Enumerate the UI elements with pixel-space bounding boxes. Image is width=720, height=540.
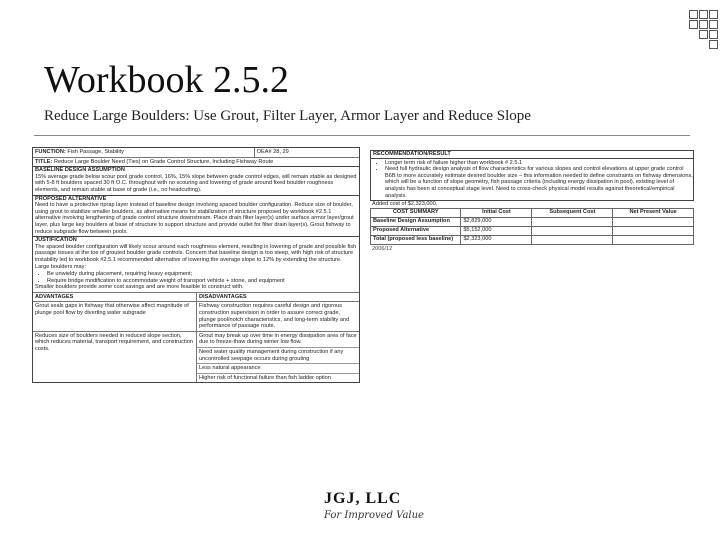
workbook-form	[32, 147, 360, 383]
cost-label: Baseline Design Assumption	[371, 217, 461, 226]
cost-npv	[613, 226, 694, 235]
justification-bullet: • Require bridge modification to accommodate weight of transport vehicle + stone, and equipment	[47, 278, 359, 285]
title-divider	[34, 135, 690, 136]
advantage-1: Grout seals gaps in fishway that otherwise affect magnitude of plunge pool flow by diverting water subgrade	[35, 303, 189, 317]
logo-tagline: For Improved Value	[324, 510, 424, 521]
company-logo	[324, 490, 424, 530]
disadvantage-4: Less natural appearance	[197, 364, 359, 374]
justification-bullets	[33, 271, 359, 284]
adv-dis-headers	[33, 292, 359, 302]
slide-subtitle	[44, 108, 531, 125]
cost-npv	[613, 217, 694, 226]
cost-npv	[613, 235, 694, 244]
cost-row	[371, 217, 694, 226]
baseline-text: 15% average grade below scour pool grade control, 16%, 15% slope between grade control edges, will remain stable as designed with 5-8 ft boulders spaced 30 ft O.C. throughout with no scouring and lowering of grade around fixed boulder roughness elements, and remain stable at base of grade (i.e., no headcutting).	[35, 173, 357, 193]
cost-header: COST SUMMARY	[371, 208, 461, 217]
function-label: FUNCTION:	[35, 149, 66, 155]
cost-subsequent	[532, 226, 613, 235]
justification-header: JUSTIFICATION	[33, 236, 359, 244]
disadvantage-5: Higher risk of functional failure than fish ladder option	[199, 374, 331, 381]
added-cost: Added cost of $2,323,000.	[372, 201, 438, 208]
proposed-header: PROPOSED ALTERNATIVE	[33, 195, 359, 203]
title-row	[33, 158, 359, 167]
cost-summary-table	[370, 208, 694, 245]
date-code: 2006/12	[372, 245, 393, 252]
advantage-2: Reduces size of boulders needed in reduced slope section, which reduces material, transport requirement, and construction costs.	[35, 332, 193, 353]
recommendation-header: RECOMMENDATION/RESULT	[371, 151, 693, 159]
cost-subsequent	[532, 235, 613, 244]
cost-initial: $5,152,000	[461, 226, 532, 235]
cost-header: Subsequent Cost	[532, 208, 613, 217]
disadvantage-2: Grout may break up over time in energy dissipation area of face due to freeze-thaw during winter low flow.	[197, 332, 359, 348]
decorative-corner-squares	[0, 0, 720, 60]
recommendation-form	[370, 150, 694, 253]
cost-label: Total (proposed less baseline)	[371, 235, 461, 244]
proposed-text: Need to have a protective riprap layer instead of baseline design involving spaced boulder configuration. Reduce size of boulder, using grout to stabilize smaller boulders, as alternative means for stabilization of structure proposed by workbook #2.5.1 alternative involving lengthening of grade control structure downstream. Place drain filter layer(s) under surface armor layer/grout layer, plus large key boulders at base of structure to support structure and provide outlet for filter drain layer(s). Grout fishway to reduce subgrade flow between pools.	[35, 202, 354, 235]
cost-header-row	[371, 208, 694, 217]
advantages-header: ADVANTAGES	[35, 293, 74, 300]
cost-initial: $2,323,000	[461, 235, 532, 244]
justification-bullet: • Be unwieldy during placement, requiring heavy equipment;	[47, 271, 359, 278]
cost-subsequent	[532, 217, 613, 226]
oea-code: OEA# 28, 29	[256, 149, 289, 155]
recommendation-box	[370, 150, 694, 201]
baseline-header: BASELINE DESIGN ASSUMPTION	[33, 166, 359, 174]
recommendation-bullets	[371, 160, 693, 200]
title-label: TITLE:	[35, 158, 53, 165]
cost-label: Proposed Alternative	[371, 226, 461, 235]
disadvantage-1: Fishway construction requires careful design and rigorous construction supervision in order to assure correct grade, plunge pool/notch characteristics, and long-term stability and performance of passage route.	[196, 302, 359, 330]
disadvantage-3: Need water quality management during construction if any uncontrolled seepage occurs during grouting	[197, 348, 359, 364]
title-value: Reduce Large Boulder Need (Ties) on Grade Control Structure, Including Fishway Route	[53, 158, 274, 165]
subtitle-rest: Use Grout, Filter Layer, Armor Layer and Reduce Slope	[189, 108, 531, 124]
recommendation-bullet: • Need full hydraulic design analysis of flow characteristics for various slopes and control elevations at upper grade control B6B to more accurately estimate desired boulder size – this information needed to define constraints on fishway dimensions, which will be a function of slope geometry, fish passage criteria (including energy dissipation in pool), existing level of analysis has been at conceptual stage level. Need to cross-check physical model results against theoretical/empirical analysis.	[385, 166, 693, 199]
slide-title: Workbook 2.5.2	[44, 59, 289, 101]
cost-row	[371, 235, 694, 244]
cost-row	[371, 226, 694, 235]
function-value: Fish Passage, Stability	[67, 149, 124, 155]
subtitle-lead: Reduce Large Boulders:	[44, 108, 190, 124]
adv-dis-row-1	[33, 301, 359, 330]
logo-name: JGJ, LLC	[324, 490, 402, 507]
justification-text: The spaced boulder configuration will likely scour around each roughness element, resulting in lowering of grade and possible fish passage issues at the toe of grouted boulder grade controls. Concern that baseline design is too steep, with high risk of structure instability led to workbook #2.5.1 recommended alternative of lowering the average slope to 12% by extending the structure. Large boulders may:	[35, 243, 357, 270]
cost-initial: $2,829,000	[461, 217, 532, 226]
recommendation-bullet: • Longer term risk of failure higher than workbook # 2.5.1	[385, 160, 693, 167]
justification-tail: Smaller boulders provide some cost savings and are more feasible to construct with.	[35, 284, 244, 291]
disadvantage-list	[196, 332, 359, 383]
disadvantages-header: DISADVANTAGES	[196, 293, 359, 302]
cost-header: Initial Cost	[461, 208, 532, 217]
function-row	[33, 148, 359, 158]
adv-dis-row-2	[33, 331, 359, 383]
cost-header: Net Present Value	[613, 208, 694, 217]
